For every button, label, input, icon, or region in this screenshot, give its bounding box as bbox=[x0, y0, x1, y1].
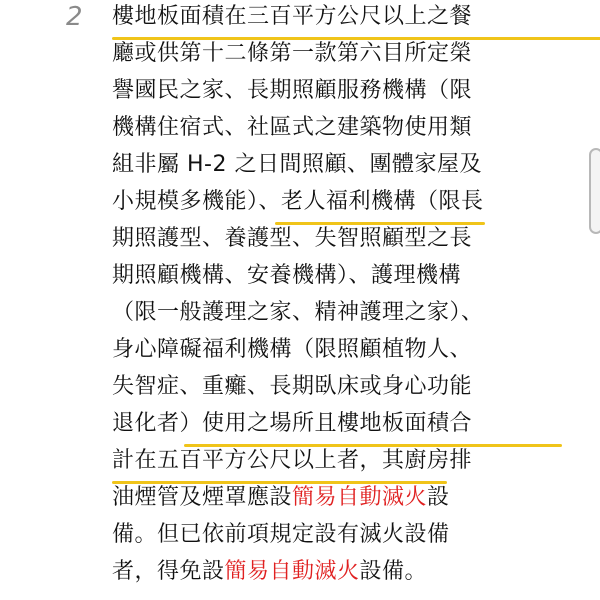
line-text: ，其廚房排 bbox=[359, 448, 473, 473]
text-line bbox=[112, 2, 472, 32]
line-text: （限長 bbox=[416, 189, 484, 214]
line-text: 設 bbox=[427, 485, 450, 510]
line-text: 備。但已依前項規定設有滅火設備 bbox=[112, 522, 450, 547]
item-number: 2 bbox=[66, 2, 83, 32]
text-line bbox=[112, 187, 484, 217]
line-text: 譽國民之家、長期照顧服務機構（限 bbox=[112, 78, 473, 103]
text-line bbox=[112, 372, 472, 402]
highlighted-phrase bbox=[281, 187, 416, 217]
line-text: 期照護型、養護型、失智照顧型之長 bbox=[112, 226, 473, 251]
text-line bbox=[112, 113, 472, 143]
highlighted-phrase bbox=[112, 2, 472, 32]
emphasis-text: 簡易自動滅火 bbox=[292, 485, 428, 510]
line-text: 小規模多機能）、 bbox=[112, 189, 282, 214]
emphasis-text: 簡易自動滅火 bbox=[224, 559, 360, 584]
text-line bbox=[112, 520, 450, 550]
line-text: 廳或供第十二條第一款第六目所定榮 bbox=[112, 41, 473, 66]
line-text: 設備。 bbox=[359, 559, 428, 584]
line-text: 身心障礙福利機構（限照顧植物人、 bbox=[112, 337, 473, 362]
text-line bbox=[112, 483, 450, 513]
line-text: 退化者） bbox=[112, 411, 203, 436]
text-line bbox=[112, 150, 482, 180]
line-text-highlighted: 使用之場所且樓地板面積合 bbox=[202, 411, 473, 436]
line-text: 組非屬 H-2 之日間照顧、團體家屋及 bbox=[112, 152, 482, 177]
line-text: （限一般護理之家、精神護理之家）、 bbox=[112, 300, 484, 325]
line-text: 期照顧機構、安養機構）、護理機構 bbox=[112, 263, 462, 288]
line-text: 者，得免設 bbox=[112, 559, 225, 584]
line-text: 樓地板面積在三百平方公尺以上之餐 bbox=[112, 4, 473, 29]
line-text: 油煙管及煙罩應設 bbox=[112, 485, 293, 510]
text-line bbox=[112, 76, 472, 106]
text-line bbox=[112, 335, 472, 365]
line-text-highlighted: 老人福利機構 bbox=[281, 189, 417, 214]
scrollbar-handle[interactable] bbox=[589, 148, 600, 234]
text-line bbox=[112, 557, 427, 587]
line-text-highlighted: 計在五百平方公尺以上者 bbox=[112, 448, 360, 473]
line-text: 失智症、重癱、長期臥床或身心功能 bbox=[112, 374, 473, 399]
text-line bbox=[112, 409, 472, 439]
text-line bbox=[112, 261, 461, 291]
text-line bbox=[112, 39, 472, 69]
highlighted-phrase bbox=[112, 446, 360, 476]
text-line bbox=[112, 446, 472, 476]
highlighted-phrase bbox=[202, 409, 472, 439]
text-line bbox=[112, 224, 472, 254]
text-line bbox=[112, 298, 484, 328]
line-text: 機構住宿式、社區式之建築物使用類 bbox=[112, 115, 473, 140]
